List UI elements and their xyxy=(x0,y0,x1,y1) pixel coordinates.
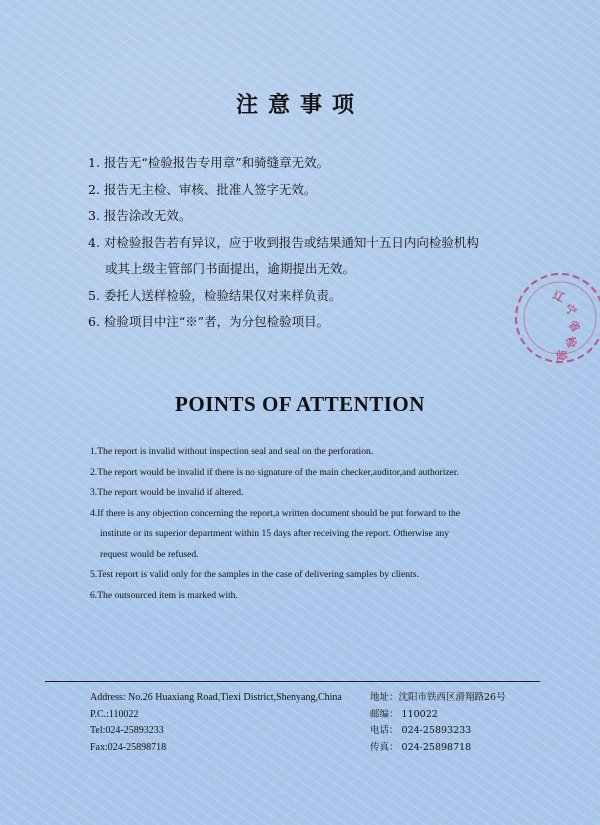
svg-text:验: 验 xyxy=(555,350,568,361)
notice-item-en: 6.The outsourced item is marked with. xyxy=(90,589,238,601)
notice-item-en: 3.The report would be invalid if altered. xyxy=(90,487,244,498)
address-en: Address: No.26 Huaxiang Road,Tiexi District,Shenyang,China xyxy=(90,692,342,703)
svg-text:省: 省 xyxy=(565,318,583,335)
notice-item-cn: 2. 报告无主检、审核、批准人签字无效。 xyxy=(88,181,317,197)
official-seal-stamp xyxy=(512,268,600,368)
notice-item-cn: 1. 报告无“检验报告专用章”和骑缝章无效。 xyxy=(88,155,330,170)
footer-divider xyxy=(45,681,540,682)
notice-title-cn: 注意事项 xyxy=(235,92,364,118)
notice-item-cn-continued: 或其上级主管部门书面提出，逾期提出无效。 xyxy=(105,261,356,276)
notice-item-en-continued: institute or its superior department within 15 days after receiving the report. Otherwise any xyxy=(100,528,450,539)
tel-cn: 电话： 024-25893233 xyxy=(370,725,472,736)
notice-item-en-continued: request would be refused. xyxy=(100,548,199,560)
postcode-cn: 邮编： 110022 xyxy=(370,708,438,720)
svg-text:宁: 宁 xyxy=(562,301,579,319)
notice-item-en: 2.The report would be invalid if there is no signature of the main checker,auditor,and authorizer. xyxy=(90,466,459,478)
notice-list-cn xyxy=(88,150,528,336)
postcode-en: P.C.:110022 xyxy=(90,708,139,720)
notice-item-cn: 4. 对检验报告若有异议，应于收到报告或结果通知十五日内向检验机构 xyxy=(88,234,479,250)
tel-en: Tel:024-25893233 xyxy=(90,725,164,736)
notice-item-cn: 3. 报告涂改无效。 xyxy=(88,208,192,223)
notice-item-cn: 5. 委托人送样检验，检验结果仅对来样负责。 xyxy=(88,287,342,303)
notice-item-cn: 6. 检验项目中注“※”者，为分包检验项目。 xyxy=(88,314,330,329)
fax-en: Fax:024-25898718 xyxy=(90,741,167,753)
svg-text:辽: 辽 xyxy=(550,288,566,305)
notice-list-en xyxy=(90,442,550,606)
contact-block-en xyxy=(90,690,342,756)
notice-item-en: 5.Test report is valid only for the samples in the case of delivering samples by clients. xyxy=(90,569,419,580)
contact-block-cn xyxy=(370,690,506,756)
notice-item-en: 4.If there is any objection concerning the report,a written document should be put forward to the xyxy=(90,507,461,519)
address-cn: 地址：沈阳市铁西区滑翔路26号 xyxy=(370,692,506,703)
notice-item-en: 1.The report is invalid without inspection seal and seal on the perforation. xyxy=(90,446,374,457)
fax-cn: 传真： 024-25898718 xyxy=(370,741,472,753)
notice-title-en: POINTS OF ATTENTION xyxy=(175,392,425,416)
svg-text:检: 检 xyxy=(563,335,579,350)
